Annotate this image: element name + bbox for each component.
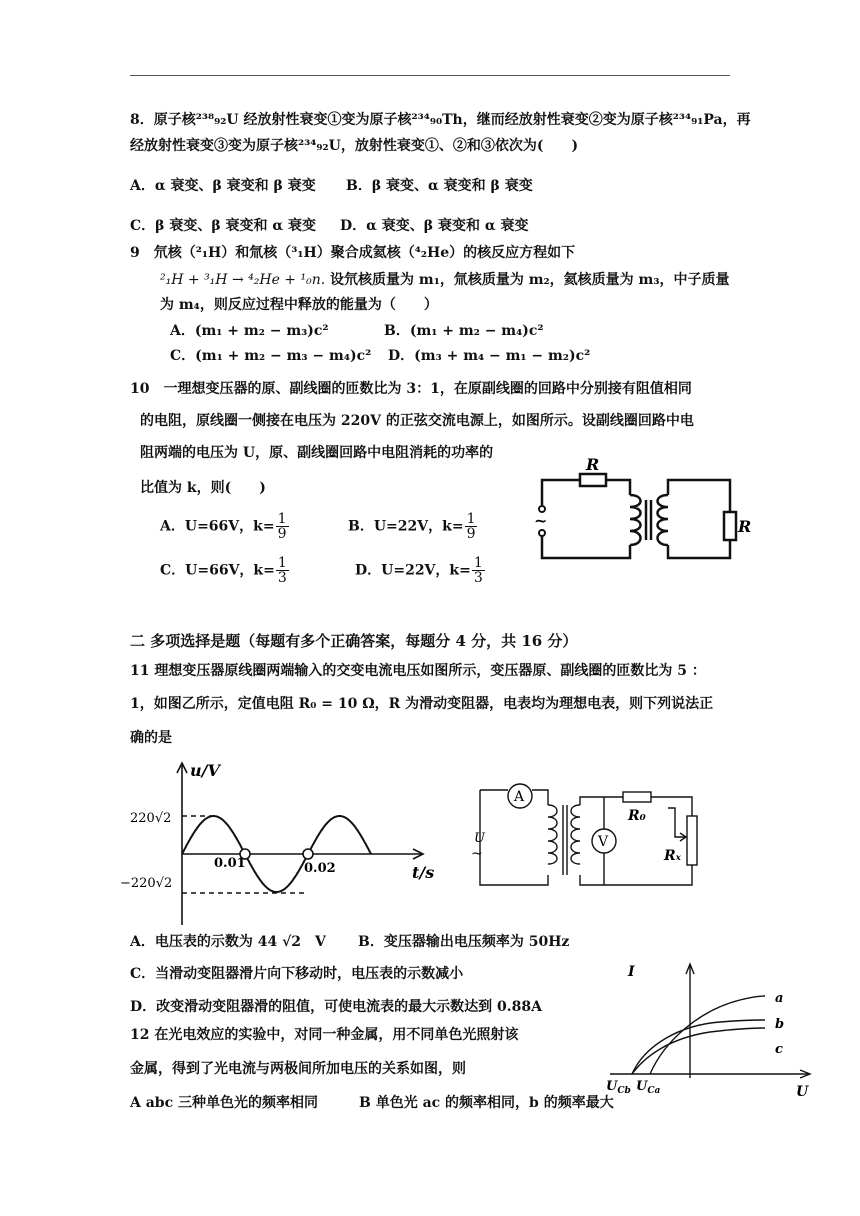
- q10-line2: 的电阻，原线圈一侧接在电压为 220V 的正弦交流电源上，如图所示。设副线圈回路中电: [140, 413, 694, 429]
- header-rule: [130, 75, 730, 76]
- ucb-label: $U_{Cb}$: [606, 1079, 631, 1096]
- fraction: [465, 512, 478, 541]
- fraction: [276, 556, 289, 585]
- curve-c-label: c: [775, 1042, 783, 1057]
- q9-line2-text: 设氘核质量为 m₁，氚核质量为 m₂，氦核质量为 m₃，中子质量: [330, 272, 730, 288]
- q9-line2: [160, 271, 730, 289]
- graph-x-axis-label: U: [796, 1084, 809, 1100]
- fraction: [276, 512, 289, 541]
- ac-source-symbol: ~: [534, 511, 548, 530]
- q10-option-b: [348, 512, 477, 541]
- q12-option-b: B 单色光 ac 的频率相同，b 的频率最大: [359, 1095, 614, 1111]
- resistor-label: R: [738, 517, 752, 536]
- q8-option-a: A．α 衰变、β 衰变和 β 衰变: [130, 178, 316, 194]
- q11-line2: 1，如图乙所示，定值电阻 R₀ = 10 Ω，R 为滑动变阻器，电表均为理想电表，则下列说法正: [130, 696, 714, 712]
- q10-option-d-text: D．U=22V，k=: [355, 562, 471, 579]
- voltmeter-label: V: [598, 834, 609, 850]
- curve-b-label: b: [775, 1017, 785, 1032]
- q10-option-c-text: C．U=66V，k=: [160, 562, 275, 579]
- ac-source-symbol: ~: [471, 846, 483, 862]
- curve-c: [632, 1028, 765, 1074]
- q8-line2: 经放射性衰变③变为原子核²³⁴₉₂U，放射性衰变①、②和③依次为( ): [130, 138, 579, 154]
- curve-a-label: a: [775, 991, 784, 1006]
- q12-option-a: A abc 三种单色光的频率相同: [130, 1095, 318, 1111]
- q11-option-d: D．改变滑动变阻器滑的阻值，可使电流表的最大示数达到 0.88A: [130, 999, 542, 1015]
- q9-option-a: A．(m₁ + m₂ − m₃)c²: [170, 323, 329, 339]
- q9-option-b: B．(m₁ + m₂ − m₄)c²: [384, 323, 544, 339]
- graph-y-axis-label: I: [628, 964, 635, 980]
- q10-option-d: [355, 556, 485, 585]
- q8-line1: 8．原子核²³⁸₉₂U 经放射性衰变①变为原子核²³⁴₉₀Th，继而经放射性衰变②变为原子核²³⁴₉₁Pa，再: [130, 112, 751, 128]
- q9-equation: ²₁H + ³₁H → ⁴₂He + ¹₀n.: [160, 272, 326, 288]
- graph-x-axis-label: t/s: [412, 863, 435, 882]
- q9-option-c: C．(m₁ + m₂ − m₃ − m₄)c²: [170, 348, 372, 364]
- q11-option-c: C．当滑动变阻器滑片向下移动时，电压表的示数减小: [130, 966, 464, 982]
- fraction-numerator: 1: [277, 511, 287, 527]
- q10-line4: 比值为 k，则( ): [140, 480, 266, 496]
- y-max-label: 220√2: [130, 811, 172, 826]
- fraction-denominator: 9: [277, 526, 287, 542]
- fraction-numerator: 1: [466, 511, 476, 527]
- q8-option-d: D．α 衰变、β 衰变和 α 衰变: [340, 218, 529, 234]
- q10-line3: 阻两端的电压为 U，原、副线圈回路中电阻消耗的功率的: [140, 445, 494, 461]
- fraction: [472, 556, 485, 585]
- q10-line1: 10 一理想变压器的原、副线圈的匝数比为 3：1，在原副线圈的回路中分别接有阻值相同: [130, 381, 692, 397]
- fraction-denominator: 3: [473, 570, 483, 586]
- q11-transformer-circuit: [468, 780, 708, 895]
- resistor-label: R: [586, 455, 600, 474]
- q8-option-b: B．β 衰变、α 衰变和 β 衰变: [346, 178, 533, 194]
- q11-line1: 11 理想变压器原线圈两端输入的交变电流电压如图所示，变压器原、副线圈的匝数比为 5 ：: [130, 663, 706, 679]
- r0-label: R₀: [628, 808, 646, 824]
- fraction-numerator: 1: [473, 555, 483, 571]
- q11-option-a: A．电压表的示数为 44 √2 V: [130, 934, 326, 950]
- ammeter-label: A: [514, 789, 525, 805]
- y-min-label: −220√2: [120, 876, 173, 891]
- curve-a: [650, 996, 765, 1074]
- graph-y-axis-label: u/V: [190, 761, 220, 780]
- q12-line2: 金属，得到了光电流与两极间所加电压的关系如图，则: [130, 1061, 466, 1077]
- rx-label: Rₓ: [664, 848, 681, 864]
- fraction-denominator: 9: [466, 526, 476, 542]
- q12-photocurrent-graph: [600, 960, 815, 1100]
- section-2-title: 二 多项选择是题（每题有多个正确答案，每题分 4 分，共 16 分）: [130, 632, 578, 650]
- q10-option-b-text: B．U=22V，k=: [348, 518, 464, 535]
- q12-line1: 12 在光电效应的实验中，对同一种金属，用不同单色光照射该: [130, 1027, 519, 1043]
- x-tick-label: 0.01: [214, 856, 246, 871]
- fraction-denominator: 3: [277, 570, 287, 586]
- q10-option-a: [160, 512, 289, 541]
- q9-line3: 为 m₄，则反应过程中释放的能量为（ ）: [160, 297, 438, 313]
- q11-voltage-graph: [110, 760, 450, 930]
- q10-option-c: [160, 556, 289, 585]
- x-tick-label: 0.02: [304, 861, 336, 876]
- q9-option-d: D．(m₃ + m₄ − m₁ − m₂)c²: [388, 348, 591, 364]
- q10-transformer-circuit: [530, 455, 755, 570]
- q11-option-b: B．变压器输出电压频率为 50Hz: [358, 934, 570, 950]
- q11-line3: 确的是: [130, 730, 172, 746]
- fraction-numerator: 1: [277, 555, 287, 571]
- input-voltage-label: U: [474, 831, 485, 846]
- q9-line1: 9 氘核（²₁H）和氚核（³₁H）聚合成氦核（⁴₂He）的核反应方程如下: [130, 245, 576, 261]
- q10-option-a-text: A．U=66V，k=: [160, 518, 275, 535]
- uca-label: $U_{Ca}$: [636, 1079, 661, 1096]
- q8-option-c: C．β 衰变、β 衰变和 α 衰变: [130, 218, 317, 234]
